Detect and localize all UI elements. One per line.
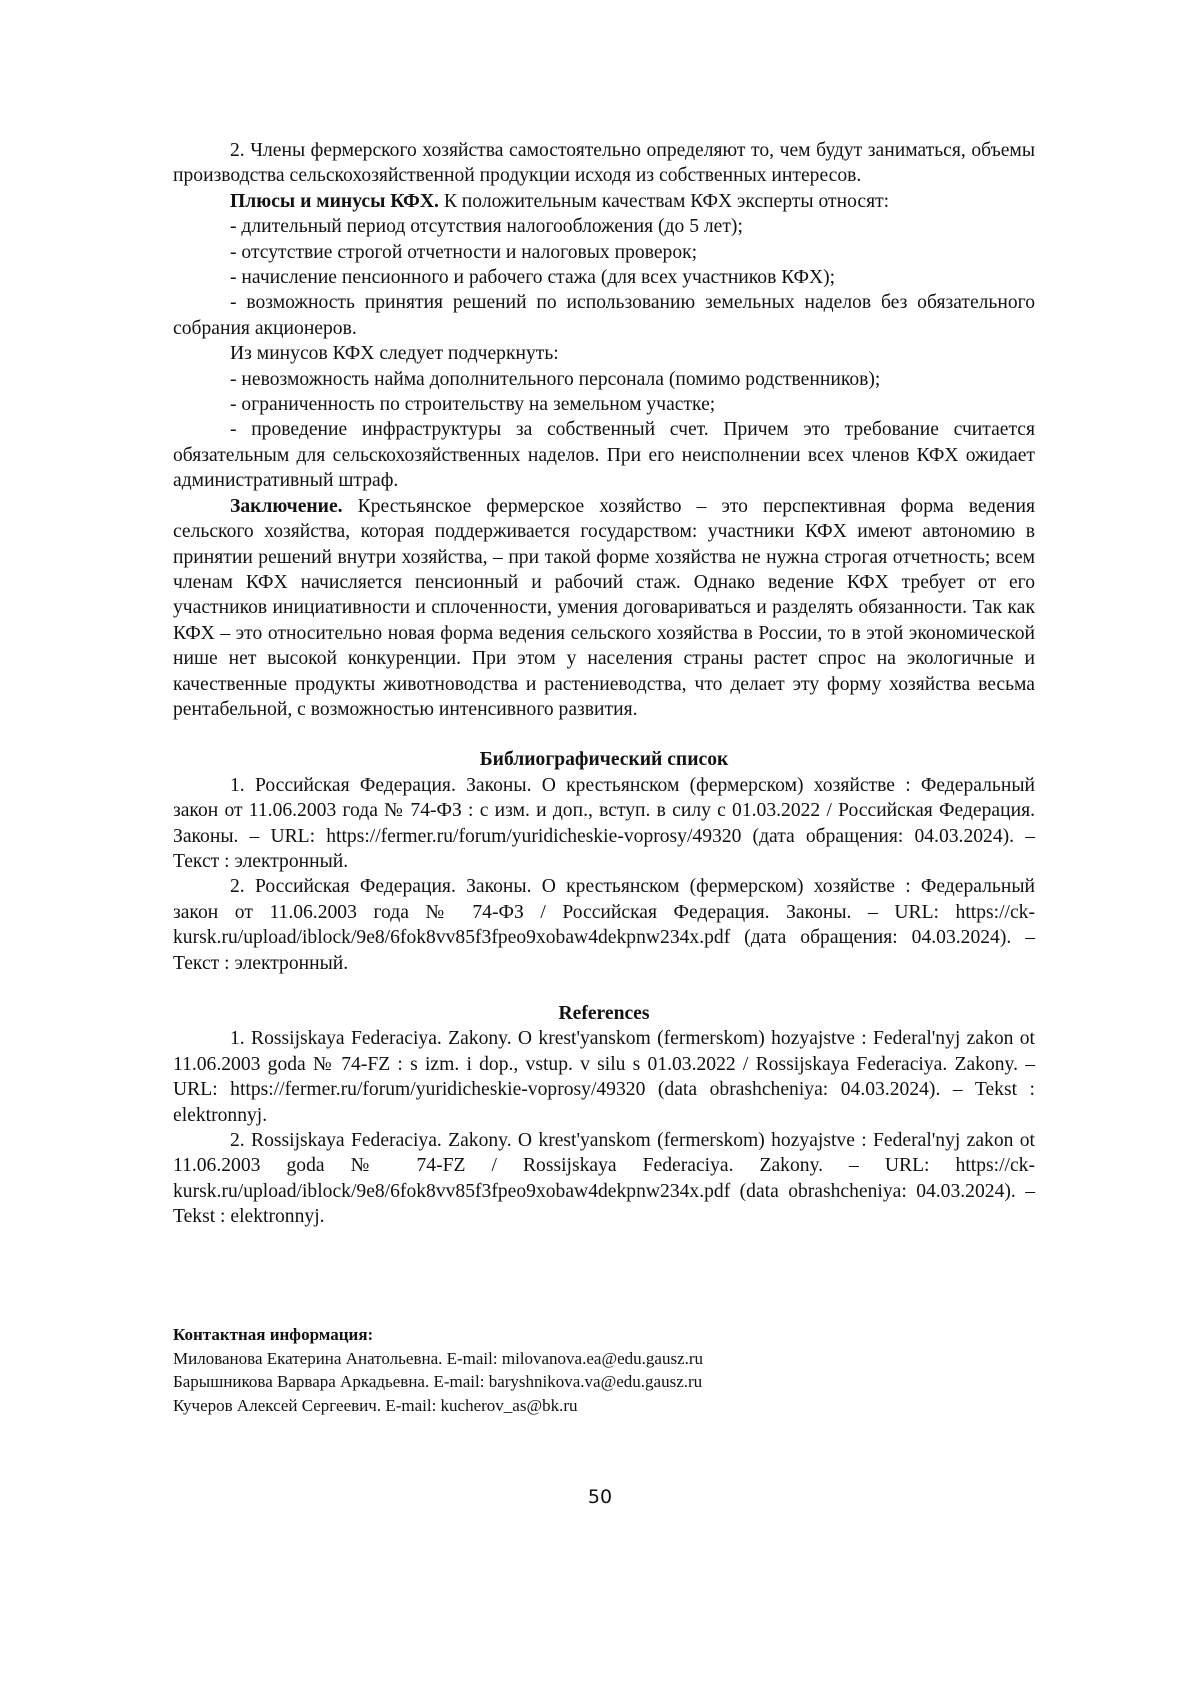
references-item: 2. Rossijskaya Federaciya. Zakony. O krest'yanskom (fermerskom) hozyajstve : Federal'nyj zakon ot 11.06.2003 goda № 74-FZ / Rossijskaya Federaciya. Zakony. – URL: https://ck-kursk.ru/upload/iblock/9e8/6fok8vv85f3fpeo9xobaw4dekpnw234x.pdf (data obrashcheniya: 04.03.2024). – Tekst : elektronnyj. [173,1130,1035,1228]
contact-line: Кучеров Алексей Сергеевич. E-mail: kucherov_as@bk.ru [173,1395,578,1415]
section-gap [173,722,1035,747]
contact-info [173,1323,1033,1417]
paragraph-members: 2. Члены фермерского хозяйства самостоятельно определяют то, чем будут заниматься, объемы производства сельскохозяйственной продукции исходя из собственных интересов. [173,140,1035,187]
contact-line: Милованова Екатерина Анатольевна. E-mail: milovanova.ea@edu.gausz.ru [173,1348,704,1368]
page-number: 50 [587,1486,613,1508]
paragraph-pros-intro [173,189,1035,214]
pros-item: - отсутствие строгой отчетности и налоговых проверок; [230,241,698,263]
contact-line: Барышникова Варвара Аркадьевна. E-mail: baryshnikova.va@edu.gausz.ru [173,1372,703,1391]
pros-item: - начисление пенсионного и рабочего стажа (для всех участников КФХ); [230,267,836,289]
references-title: References [558,1003,650,1024]
pros-item: - возможность принятия решений по использованию земельных наделов без обязательного собрания акционеров. [173,292,1035,339]
section-gap [173,976,1035,1001]
article-body [173,138,1035,1230]
pros-item: - длительный период отсутствия налогообложения (до 5 лет); [230,216,743,238]
cons-item: - невозможность найма дополнительного персонала (помимо родственников); [230,368,881,390]
bibliography-item: 2. Российская Федерация. Законы. О крестьянском (фермерском) хозяйстве : Федеральный закон от 11.06.2003 года № 74-ФЗ / Российская Федерация. Законы. – URL: https://ck-kursk.ru/upload/iblock/9e8/6fok8vv85f3fpeo9xobaw4dekpnw234x.pdf (дата обращения: 04.03.2024). – Текст : электронный. [173,876,1035,974]
contact-info-title: Контактная информация: [173,1325,374,1344]
cons-intro: Из минусов КФХ следует подчеркнуть: [230,343,559,365]
bibliography-item: 1. Российская Федерация. Законы. О крестьянском (фермерском) хозяйстве : Федеральный закон от 11.06.2003 года № 74-ФЗ : с изм. и доп., вступ. в силу с 01.03.2022 / Российская Федерация. Законы. – URL: https://fermer.ru/forum/yuridicheskie-voprosy/49320 (дата обращения: 04.03.2024). – Текст : электронный. [173,774,1035,872]
cons-item: - ограниченность по строительству на земельном участке; [230,394,716,416]
references-item: 1. Rossijskaya Federaciya. Zakony. O krest'yanskom (fermerskom) hozyajstve : Federal'nyj zakon ot 11.06.2003 goda № 74-FZ : s izm. i dop., vstup. v silu s 01.03.2022 / Rossijskaya Federaciya. Zakony. – URL: https://fermer.ru/forum/yuridicheskie-voprosy/49320 (data obrashcheniya: 04.03.2024). – Tekst : elektronnyj. [173,1028,1035,1126]
pros-intro-text: К положительным качествам КФХ эксперты относят: [438,190,890,212]
bibliography-title: Библиографический список [479,749,729,771]
paragraph-conclusion [173,494,1035,723]
pros-cons-heading: Плюсы и минусы КФХ. [230,190,439,212]
conclusion-text: Крестьянское фермерское хозяйство – это перспективная форма ведения сельского хозяйства, которая поддерживается государством: участники КФХ имеют автономию в принятии решений внутри хозяйства, – при такой форме хозяйства не нужна строгая отчетность; всем членам КФХ начисляется пенсионный и рабочий стаж. Однако ведение КФХ требует от его участников инициативности и сплоченности, умения договариваться и разделять обязанности. Так как КФХ – это относительно новая форма ведения сельского хозяйства в России, то в этой экономической нише нет высокой конкуренции. При этом у населения страны растет спрос на экологичные и качественные продукты животноводства и растениеводства, что делает эту форму хозяйства весьма рентабельной, с возможностью интенсивного развития. [173,495,1035,720]
conclusion-heading: Заключение. [230,495,343,517]
cons-item: - проведение инфраструктуры за собственный счет. Причем это требование считается обязательным для сельскохозяйственных наделов. При его неисполнении всех членов КФХ ожидает административный штраф. [173,419,1035,492]
